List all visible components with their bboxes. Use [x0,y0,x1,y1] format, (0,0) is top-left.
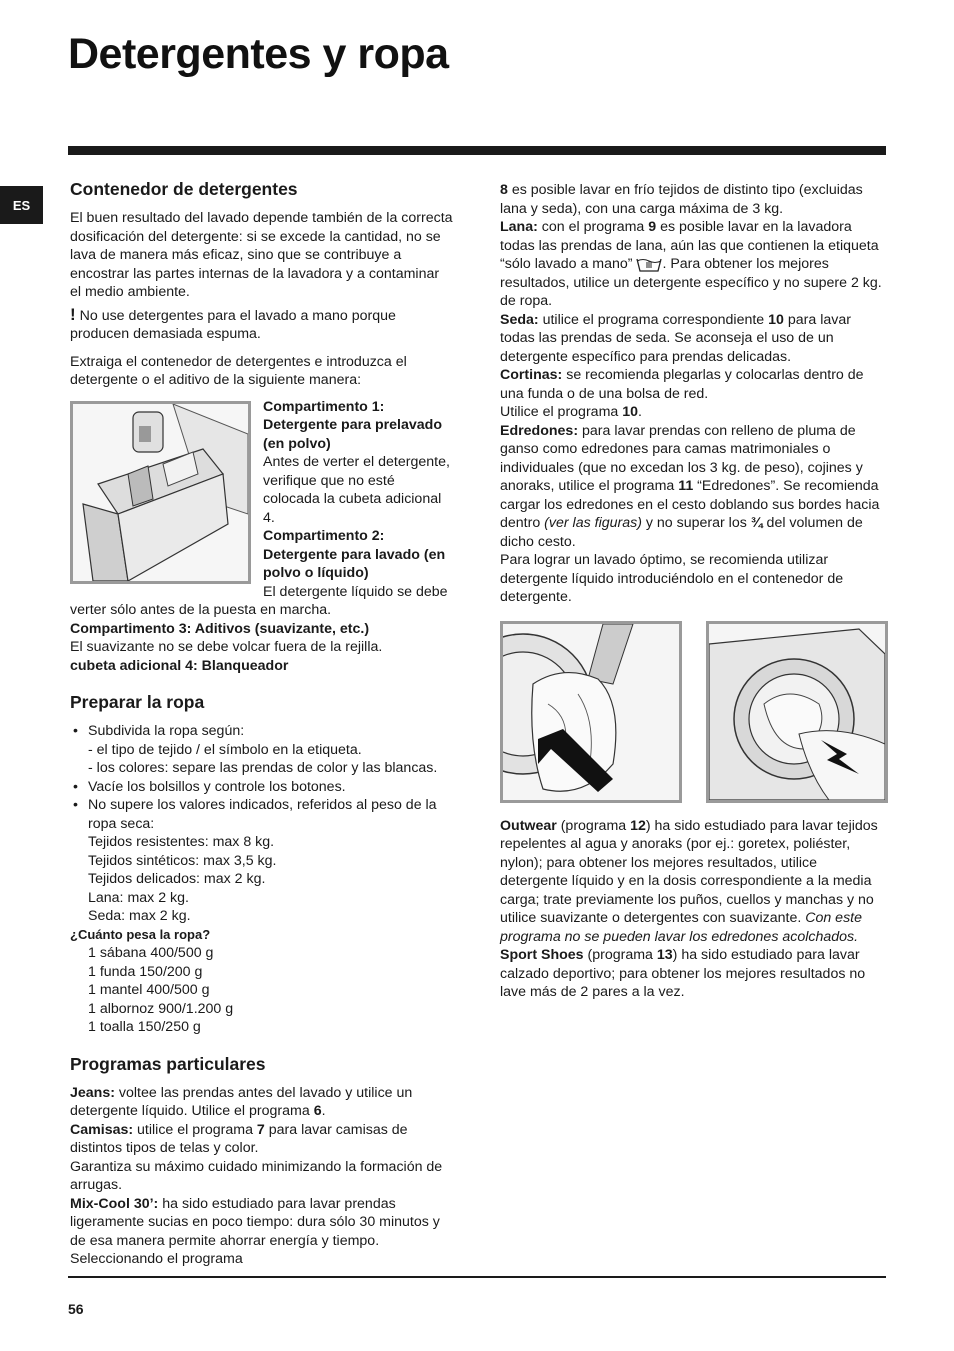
weight-subheading: ¿Cuánto pesa la ropa? [70,926,211,942]
loading-duvet-illustration [500,621,682,803]
cortinas-paragraph: Cortinas: se recomienda plegarlas y colocarlas dentro de una funda o de una bolsa de red. [500,367,864,402]
jeans-paragraph: Jeans: voltee las prendas antes del lavado y utilice un detergente líquido. Utilice el programa 6. [70,1084,413,1119]
compartment-3-title: Compartimento 3: Aditivos (suavizante, etc.) [70,620,370,637]
section-heading-contenedor: Contenedor de detergentes [70,179,298,199]
mixcool-paragraph: Mix-Cool 30’: ha sido estudiado para lavar prendas ligeramente sucias en poco tiempo: dura sólo 30 minutos y de esa manera permite ahorrar energía y tiempo. Seleccionando el programa [70,1195,440,1267]
page-title: Detergentes y ropa [68,30,449,78]
compartment-2-text: El detergente líquido se debe verter sólo antes de la puesta en marcha. [70,583,448,618]
preparation-list [70,722,454,926]
list-item: • No supere los valores indicados, referidos al peso de la ropa seca: Tejidos resistentes: max 8 kg. Tejidos sintéticos: max 3,5 kg. Tejidos delicados: max 2 kg. Lana: max 2 kg. Seda: max 2 kg. [70,796,454,926]
folding-duvet-drawing [709,624,885,800]
camisas-paragraph-2: Garantiza su máximo cuidado minimizando la formación de arrugas. [70,1158,443,1193]
left-column [70,178,454,1269]
warning-paragraph: ! No use detergentes para el lavado a mano porque producen demasiada espuma. [70,304,396,342]
list-item: • Subdivida la ropa según: - el tipo de tejido / el símbolo en la etiqueta. - los colores: separe las prendas de color y las blancas. [70,722,454,778]
footer-rule [68,1276,886,1278]
folding-duvet-edges-illustration [706,621,888,803]
sport-shoes-paragraph: Sport Shoes (programa 13) ha sido estudiado para lavar calzado deportivo; para obtener los mejores resultados no lave más de 2 pares a la vez. [500,947,866,1000]
mixcool-paragraph-cont: 8 es posible lavar en frío tejidos de distinto tipo (excluidas lana y seda), con una carga máxima de 3 kg. [500,182,863,217]
cortinas-paragraph-2: Utilice el programa 10. [500,404,642,420]
right-column [500,181,888,1002]
hand-wash-tub-icon [636,256,662,272]
compartment-4-title: cubeta adicional 4: Blanqueador [70,657,289,674]
paragraph: El buen resultado del lavado depende también de la correcta dosificación del detergente: si se excede la cantidad, no se lava de manera más eficaz, sino que se contribuye a encostrar las partes internas de la lavadora y a contaminar el medio ambiente. [70,210,453,300]
section-heading-programas: Programas particulares [70,1053,266,1074]
outwear-paragraph: Outwear (programa 12) ha sido estudiado para lavar tejidos repelentes al agua y anoraks (por ej.: goretex, poliéster, nylon); para obtener los mejores resultados, utilice detergente líquido y en la dosis correspondiente a la media carga; trate previamente los puños, cuellos y manchas y no utilice suavizante o detergentes con suavizante. Con este programa no se pueden lavar los edredones acolchados. [500,817,878,945]
detergent-drawer-drawing [73,404,248,581]
detergent-drawer-illustration [70,401,251,584]
weight-list: 1 sábana 400/500 g 1 funda 150/200 g 1 mantel 400/500 g 1 albornoz 900/1.200 g 1 toalla 150/250 g [88,945,234,1035]
compartments-block [70,398,454,620]
compartment-3-text: El suavizante no se debe volcar fuera de la rejilla. [70,639,383,655]
section-heading-preparar: Preparar la ropa [70,692,205,712]
duvet-figures [500,621,888,803]
camisas-paragraph: Camisas: utilice el programa 7 para lavar camisas de distintos tipos de telas y color. [70,1121,408,1156]
header-rule [68,146,886,155]
compartment-2-title: Compartimento 2: Detergente para lavado (en polvo o líquido) [263,528,446,581]
compartment-1-text: Antes de verter el detergente, verifique que no esté colocada la cubeta adicional 4. [263,454,450,526]
loading-duvet-drawing [503,624,679,800]
language-tab: ES [0,186,43,224]
seda-paragraph: Seda: utilice el programa correspondiente 10 para lavar todas las prendas de seda. Se aconseja el uso de un detergente específico para prendas delicadas. [500,311,851,365]
edredones-paragraph: Edredones: para lavar prendas con relleno de pluma de ganso como edredones para camas matrimoniales o individuales (que no excedan los 3 kg. de peso), cojines y anoraks, utilice el programa 11 “Edredones”. Se recomienda cargar los edredones en el cesto doblando sus bordes hacia dentro (ver las figuras) y no superar los ¾ del volumen de dicho cesto. [500,422,880,550]
list-item: • Vacíe los bolsillos y controle los botones. [70,778,454,797]
paragraph: Extraiga el contenedor de detergentes e introduzca el detergente o el aditivo de la siguiente manera: [70,353,407,388]
lana-paragraph: Lana: con el programa 9 es posible lavar en la lavadora todas las prendas de lana, aún las que contienen la etiqueta “sólo lavado a mano” . Para obtener los mejores resultados, utilice un detergente específico y no supere 2 kg. de ropa. [500,219,882,309]
liquido-paragraph: Para lograr un lavado óptimo, se recomienda utilizar detergente líquido introduciéndolo en el contenedor de detergente. [500,552,844,605]
page-number: 56 [68,1301,84,1317]
warning-mark: ! [70,304,76,324]
compartment-1-title: Compartimento 1: Detergente para prelavado (en polvo) [263,398,442,452]
